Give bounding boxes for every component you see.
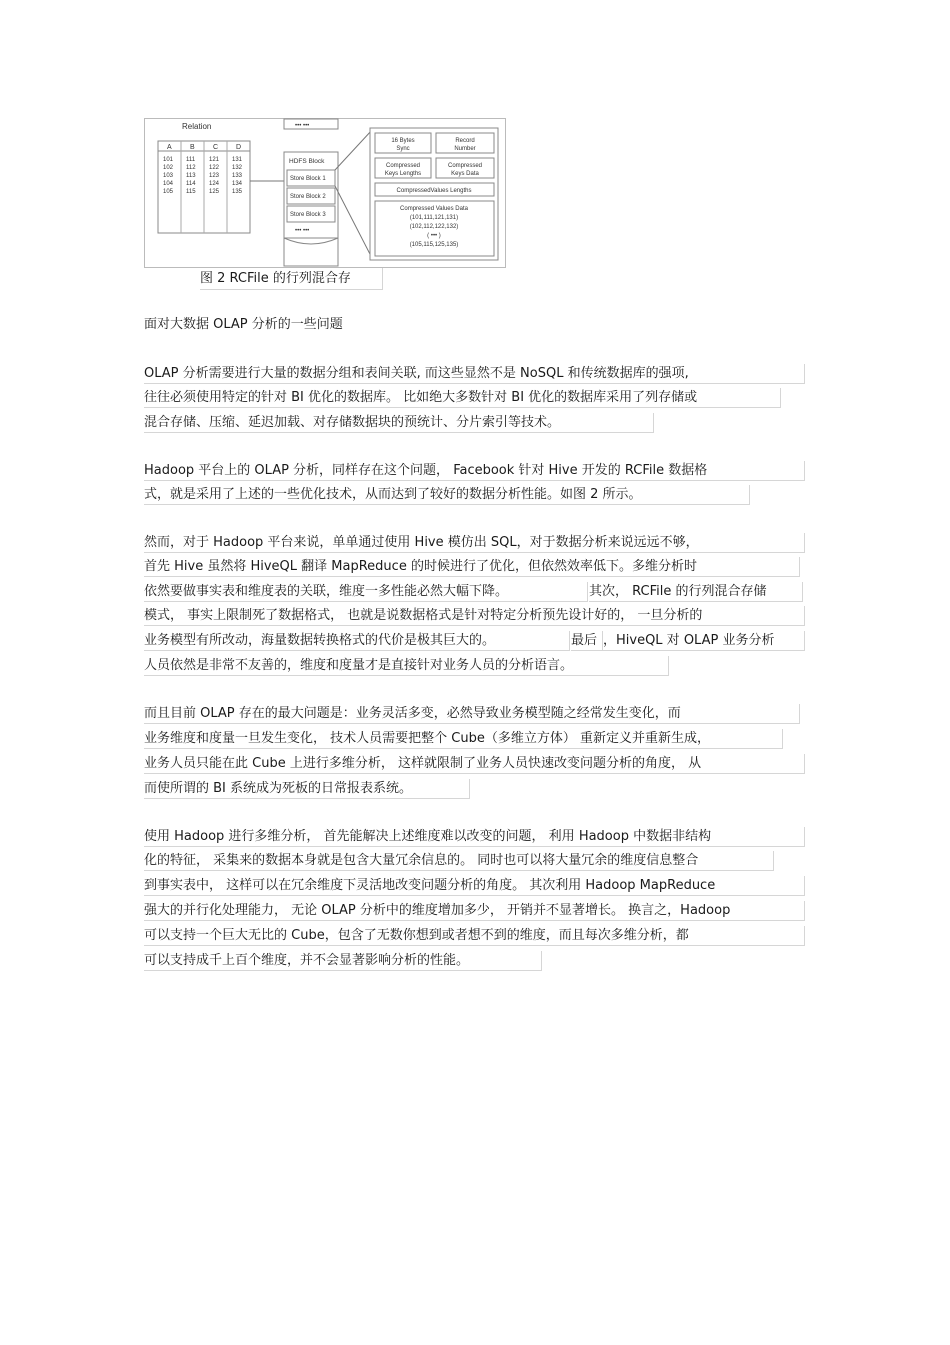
relation-cell: 104	[163, 181, 174, 187]
relation-cell: 102	[163, 165, 174, 171]
record-line1: Record	[455, 138, 475, 144]
figure-caption: 图 2 RCFile 的行列混合存	[200, 268, 383, 290]
relation-col-c: C	[213, 144, 219, 151]
store-block-1-label: Store Block 1	[290, 176, 326, 182]
text-line: 强大的并行化处理能力， 无论 OLAP 分析中的维度增加多少， 开销并不显著增长。 换言之，Hadoop	[144, 901, 805, 921]
cvd-label: Compressed Values Data	[400, 206, 468, 212]
relation-cell: 115	[186, 189, 196, 195]
relation-cell: 123	[209, 173, 220, 179]
text-line: 到事实表中， 这样可以在冗余维度下灵活地改变问题分析的角度。 其次利用 Hadoop MapReduce	[144, 876, 805, 896]
hdfs-top-cap	[284, 119, 338, 129]
relation-col-a: A	[167, 144, 172, 151]
text-line: 业务人员只能在此 Cube 上进行多维分析， 这样就限制了业务人员快速改变问题分析的角度， 从	[144, 754, 805, 774]
cvd-row-1: (101,111,121,131)	[409, 215, 459, 221]
relation-cell: 103	[163, 173, 174, 179]
text-line: 式，就是采用了上述的一些优化技术，从而达到了较好的数据分析性能。如图 2 所示。	[144, 485, 750, 505]
text-line: 业务维度和度量一旦发生变化， 技术人员需要把整个 Cube（多维立方体） 重新定义并重新生成，	[144, 729, 783, 749]
section-heading: 面对大数据 OLAP 分析的一些问题	[144, 317, 343, 332]
sync-line2: Sync	[396, 146, 410, 152]
text-line: 然而，对于 Hadoop 平台来说，单单通过使用 Hive 模仿出 SQL，对于数据分析来说远远不够，	[144, 533, 805, 553]
text-line: 使用 Hadoop 进行多维分析， 首先能解决上述维度难以改变的问题， 利用 Hadoop 中数据非结构	[144, 827, 805, 847]
relation-cell: 112	[186, 165, 196, 171]
relation-cell: 125	[209, 189, 220, 195]
text-line: 可以支持成千上百个维度，并不会显著影响分析的性能。	[144, 951, 542, 971]
relation-cell: 122	[209, 165, 220, 171]
relation-cell: 111	[186, 157, 196, 163]
cvd-row-4: (105,115,125,135)	[409, 242, 459, 248]
text-line: 模式， 事实上限制死了数据格式， 也就是说数据格式是针对特定分析预先设计好的， 一旦分析的	[144, 606, 805, 626]
relation-cell: 133	[232, 173, 243, 179]
text-line: 可以支持一个巨大无比的 Cube，包含了无数你想到或者想不到的维度，而且每次多维分析，都	[144, 926, 805, 946]
text-line: 化的特征， 采集来的数据本身就是包含大量冗余信息的。 同时也可以将大量冗余的维度信息整合	[144, 851, 774, 871]
relation-cell: 134	[232, 181, 243, 187]
store-block-2-label: Store Block 2	[290, 194, 326, 200]
text-line: Hadoop 平台上的 OLAP 分析，同样存在这个问题， Facebook 针对 Hive 开发的 RCFile 数据格	[144, 461, 805, 481]
ckl-line1: Compressed	[385, 163, 421, 169]
text-segment: 其次， RCFile 的行列混合存储	[589, 582, 803, 602]
ckd-line2: Keys Data	[451, 171, 479, 177]
cvd-row-2: (102,112,122,132)	[409, 224, 459, 230]
hdfs-top-ellipsis: ••• •••	[295, 123, 310, 129]
text-line: 首先 Hive 虽然将 HiveQL 翻译 MapReduce 的时候进行了优化，但依然效率低下。多维分析时	[144, 557, 800, 577]
sync-line1: 16 Bytes	[391, 138, 415, 144]
relation-cell: 114	[186, 181, 196, 187]
text-line: 混合存储、压缩、延迟加载、对存储数据块的预统计、分片索引等技术。	[144, 413, 654, 433]
store-block-3-label: Store Block 3	[290, 212, 326, 218]
relation-cell: 135	[232, 189, 243, 195]
cvd-row-3: ( ••• )	[427, 233, 441, 239]
text-segment: 最后	[571, 631, 603, 651]
rcfile-diagram	[144, 118, 506, 268]
relation-cell: 132	[232, 165, 243, 171]
text-line: 而使所谓的 BI 系统成为死板的日常报表系统。	[144, 779, 470, 799]
relation-cell: 124	[209, 181, 220, 187]
relation-col-b: B	[190, 144, 195, 151]
text-line: 人员依然是非常不友善的，维度和度量才是直接针对业务人员的分析语言。	[144, 656, 669, 676]
relation-title: Relation	[182, 122, 212, 131]
text-line: OLAP 分析需要进行大量的数据分组和表间关联, 而这些显然不是 NoSQL 和传统数据库的强项,	[144, 364, 805, 384]
relation-col-d: D	[236, 144, 242, 151]
text-line: 而且目前 OLAP 存在的最大问题是：业务灵活多变，必然导致业务模型随之经常发生变化，而	[144, 704, 800, 724]
record-line2: Number	[454, 146, 476, 152]
relation-cell: 121	[209, 157, 220, 163]
text-line: 业务模型有所改动，海量数据转换格式的代价是极其巨大的。	[144, 631, 570, 651]
ckd-line1: Compressed	[447, 163, 483, 169]
store-block-ellipsis: ••• •••	[295, 228, 310, 234]
relation-cell: 105	[163, 189, 174, 195]
text-segment: ，HiveQL 对 OLAP 业务分析	[603, 631, 805, 651]
ckl-line2: Keys Lengths	[384, 171, 422, 177]
relation-cell: 101	[163, 157, 174, 163]
relation-cell: 113	[186, 173, 196, 179]
hdfs-block-label: HDFS Block	[289, 158, 325, 165]
text-line: 依然要做事实表和维度表的关联，维度一多性能必然大幅下降。	[144, 582, 588, 602]
text-line: 往往必须使用特定的针对 BI 优化的数据库。 比如绝大多数针对 BI 优化的数据库采用了列存储或	[144, 388, 781, 408]
relation-cell: 131	[232, 157, 243, 163]
cvl-label: CompressedValues Lengths	[396, 188, 472, 194]
